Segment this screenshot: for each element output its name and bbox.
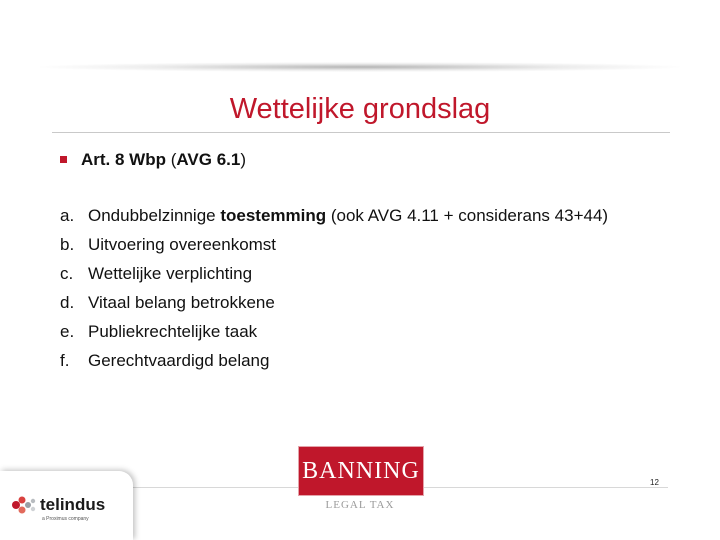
bullet-article: Art. 8 Wbp: [81, 150, 166, 169]
list-item: [60, 206, 660, 226]
bullet-avg: AVG 6.1: [176, 150, 241, 169]
list-item: [60, 264, 660, 284]
title-divider: [52, 132, 670, 133]
bullet-paren-close: ): [240, 150, 247, 169]
list-marker: e.: [60, 322, 75, 341]
bullet-text: [81, 150, 246, 170]
list-marker: f.: [60, 351, 70, 370]
list-text-pre: Ondubbelzinnige: [88, 206, 221, 225]
list-text-bold: toestemming: [220, 206, 327, 225]
header-shadow: [40, 62, 680, 72]
list-item: [60, 235, 660, 255]
banning-logo: [298, 446, 424, 496]
list-marker: b.: [60, 235, 75, 254]
list-text: Gerechtvaardigd belang: [88, 351, 270, 370]
slide-title: Wettelijke grondslag: [229, 93, 491, 125]
banning-subtitle: LEGAL TAX: [325, 499, 395, 511]
telindus-wordmark: telindus: [40, 495, 106, 514]
square-bullet-icon: [60, 156, 67, 163]
grounds-list: [60, 206, 660, 380]
list-item: [60, 293, 660, 313]
list-marker: c.: [60, 264, 74, 283]
bullet-paren-open: (: [170, 150, 177, 169]
page-number: 12: [650, 478, 659, 487]
telindus-mark-icon: [10, 493, 40, 517]
main-bullet: [60, 150, 246, 170]
list-text-post: (ook AVG 4.11 + considerans 43+44): [326, 206, 609, 225]
banning-wordmark: BANNING: [302, 457, 420, 484]
telindus-logo: [0, 471, 133, 540]
list-text: Publiekrechtelijke taak: [88, 322, 258, 341]
list-text: [88, 206, 660, 226]
list-marker: a.: [60, 206, 75, 225]
list-text: Wettelijke verplichting: [88, 264, 253, 283]
list-marker: d.: [60, 293, 75, 312]
list-text: Vitaal belang betrokkene: [88, 293, 275, 312]
telindus-tagline: a Proximus company: [42, 516, 89, 522]
list-text: Uitvoering overeenkomst: [88, 235, 277, 254]
list-item: [60, 351, 660, 371]
list-item: [60, 322, 660, 342]
